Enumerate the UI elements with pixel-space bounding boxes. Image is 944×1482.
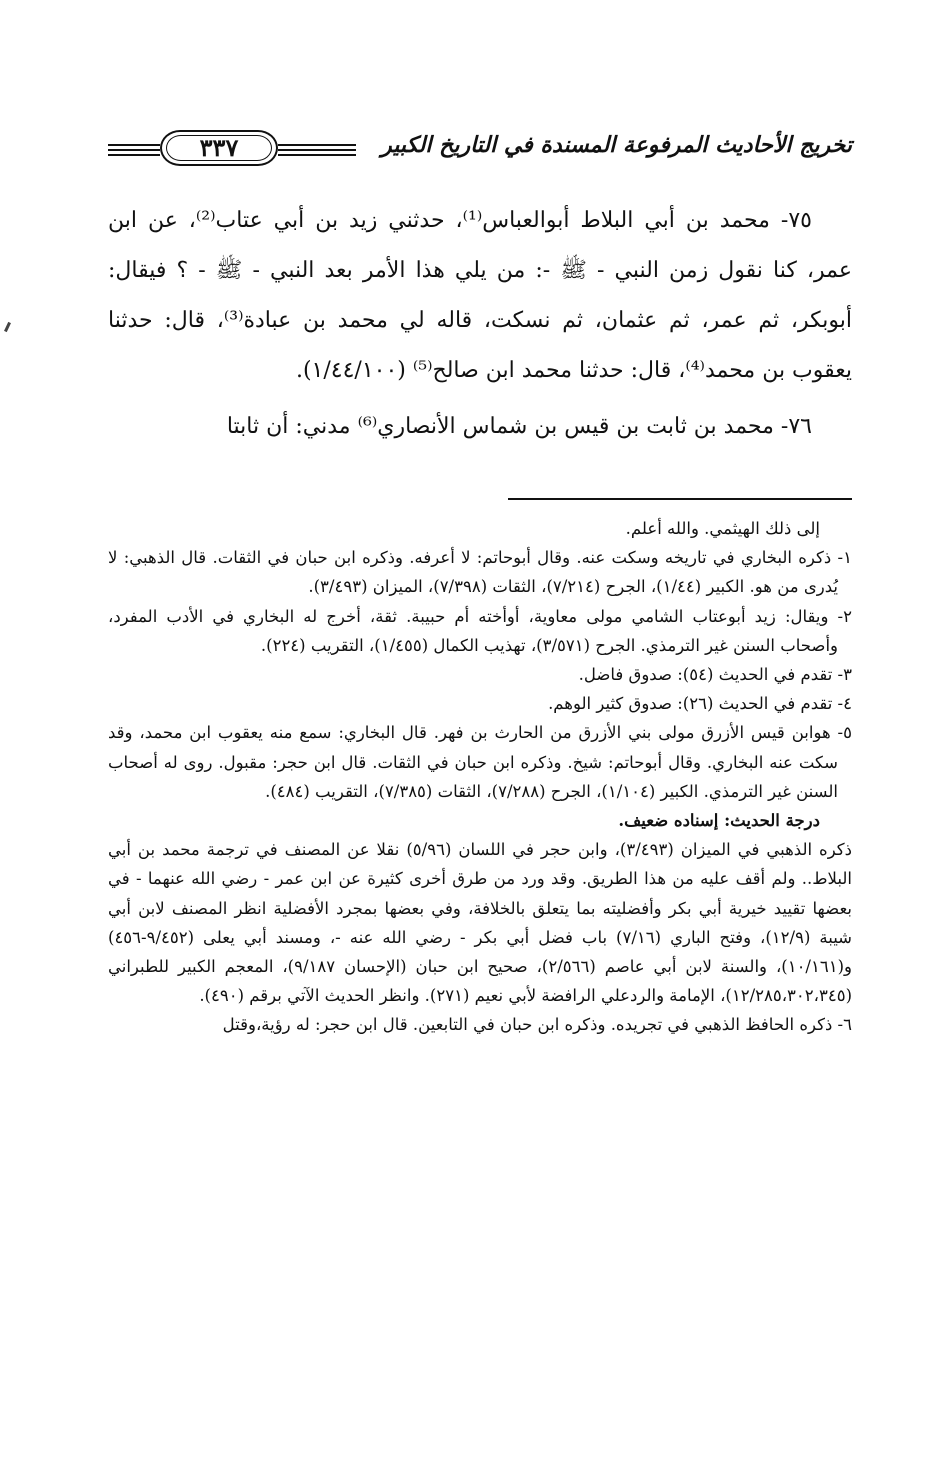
footnote-4: ٤- تقدم في الحديث (٢٦): صدوق كثير الوهم. (548, 694, 852, 714)
header-rule-left-2 (108, 149, 160, 151)
header-rule-left-3 (108, 154, 160, 156)
hadith-grade: درجة الحديث: إسناده ضعيف. (618, 811, 820, 831)
footnote-6: ٦- ذكره الحافظ الذهبي في تجريده. وذكره ابن حبان في التابعين. قال ابن حجر: له رؤية،وقتل (222, 1015, 852, 1035)
page-number: ٣٣٧ (199, 133, 239, 162)
header-rule-right (278, 144, 356, 146)
header-rule-left (108, 144, 160, 146)
running-title: تخريج الأحاديث المرفوعة المسندة في التاريخ الكبير (381, 132, 852, 158)
main-text (108, 196, 852, 452)
grade-discussion: ذكره الذهبي في الميزان (٣/٤٩٣)، وابن حجر في اللسان (٥/٩٦) نقلا عن المصنف في ترجمة محمد بن أبي البلاط.. ولم أقف عليه من هذا الطريق. وقد ورد من طرق أخرى كثيرة عن ابن عمر - رضي الله عنهما - في بعضها تقييد خيرية أبي بكر وأفضليته بما يتعلق بالخلافة، وفي بعضها بمجرد الأفضلية انظر المصنف لابن أبي شيبة (١٢/٩)، وفتح الباري (٧/١٦) باب فضل أبي بكر - رضي الله عنه -، ومسند أبي يعلى (٩/٤٥٢-٤٥٦) و(١٠/١٦١)، والسنة لابن أبي عاصم (٢/٥٦٦)، صحيح ابن حبان (الإحسان ٩/١٨٧)، المعجم الكبير للطبراني (١٢/٢٨٥،٣٠٢،٣٤٥)، الإمامة والردعلي الرافضة لأبي نعيم (٢٧١). وانظر الحديث الآتي برقم (٤٩٠). (108, 840, 853, 1006)
scan-mark (4, 322, 11, 332)
footnote-2: ٢- ويقال: زيد أبوعتاب الشامي مولى معاوية، أوأخته أم حبيبة. ثقة، أخرج له البخاري في الأدب المفرد، وأصحاب السنن غير الترمذي. الجرح (٣/٥٧١)، تهذيب الكمال (١/٤٥٥)، التقريب (٢٢٤). (108, 606, 852, 655)
hadith-76: ٧٦- محمد بن ثابت بن قيس بن شماس الأنصاري⁽⁶⁾ مدني: أن ثابتا (226, 414, 812, 439)
footnote-5: ٥- هوابن قيس الأزرق مولى بني الأزرق من الحارث بن فهر. قال البخاري: سمع منه يعقوب ابن محمد، وقد سكت عنه البخاري. وقال أبوحاتم: شيخ. وذكره ابن حبان في الثقات. قال ابن حجر: مقبول. روى له أصحاب السنن غير الترمذي. الكبير (١/١٠٤)، الجرح (٧/٢٨٨)، الثقات (٧/٣٨٥)، التقريب (٤٨٤). (108, 723, 852, 801)
footnote-1: ١- ذكره البخاري في تاريخه وسكت عنه. وقال أبوحاتم: لا أعرفه. وذكره ابن حبان في الثقات. قال الذهبي: لا يُدرى من هو. الكبير (١/٤٤)، الجرح (٧/٢١٤)، الثقات (٧/٣٩٨)، الميزان (٣/٤٩٣). (108, 548, 852, 597)
page-number-badge (160, 130, 278, 166)
header-rule-right-2 (278, 149, 356, 151)
page-header (108, 130, 852, 174)
footnote-carryover: إلى ذلك الهيثمي. والله أعلم. (625, 519, 820, 538)
hadith-75: ٧٥- محمد بن أبي البلاط أبوالعباس⁽¹⁾، حدثني زيد بن أبي عتاب⁽²⁾، عن ابن عمر، كنا نقول زمن النبي - ﷺ -: من يلي هذا الأمر بعد النبي - ﷺ - ؟ فيقال: أبوبكر، ثم عمر، ثم عثمان، ثم نسكت، قاله لي محمد بن عبادة⁽³⁾، قال: حدثنا يعقوب بن محمد⁽⁴⁾، قال: حدثنا محمد ابن صالح⁽⁵⁾ (١/٤٤/١٠٠). (108, 208, 852, 383)
header-rule-right-3 (278, 154, 356, 156)
footnotes (108, 514, 852, 1040)
footnote-separator (508, 498, 852, 500)
footnote-3: ٣- تقدم في الحديث (٥٤): صدوق فاضل. (578, 665, 852, 685)
